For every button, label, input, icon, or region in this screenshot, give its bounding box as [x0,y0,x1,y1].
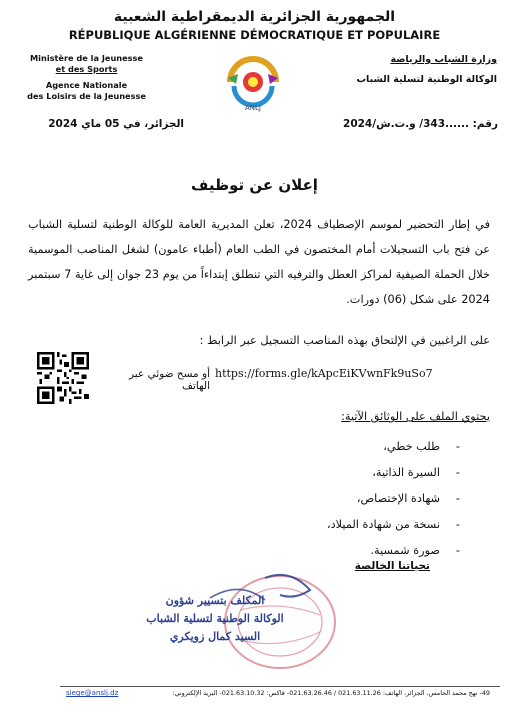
list-item: -السيرة الذاتية، [372,466,460,479]
agency-line-1: Agence Nationale [45,80,128,90]
list-item: -نسخة من شهادة الميلاد، [327,518,460,531]
reference-number: رقم: ......343/ و.ت.ش/2024 [343,118,498,130]
logo-caption: ANLJ [245,104,261,112]
qr-code-icon[interactable] [37,352,89,404]
arabic-republic-title: الجمهورية الجزائرية الديمقراطية الشعبية [113,9,396,25]
closing-greeting: تحياتنا الخالصة [354,560,430,572]
signature-line-1: المكلف بتسيير شؤون [165,594,265,607]
documents-list [40,434,460,564]
registration-link[interactable]: https://forms.gle/kApcEiKVwnFk9uSo7 [215,367,433,380]
ministry-block-fr [14,53,159,102]
agency-ar: الوكالة الوطنية لتسلية الشباب [356,74,497,85]
agency-logo [220,52,286,114]
list-item: -صورة شمسية. [370,544,460,557]
footer-divider [60,686,500,687]
scan-instruction: أو مسح ضوئي عبر الهاتف [128,368,210,392]
footer-email[interactable]: siege@anslj.dz [66,689,119,697]
agency-line-2: des Loisirs de la Jeunesse [27,91,146,101]
signature-block [100,592,330,646]
documents-intro: يحتوي الملف على الوثائق الآتية: [341,410,490,423]
registration-instruction: على الراغبين في الإلتحاق بهذه المناصب التسجيل عبر الرابط : [199,334,490,347]
ministry-line-2: et des Sports [55,64,118,74]
signature-line-3: السيد كمال زويكري [169,630,261,643]
footer-address: 49- نهج محمد الخامس، الجزائر، الهاتف: 021.63.11.26 / 021.63.26.46- فاكس: 021.63.10.32- البريد الإلكتروني: [172,689,490,697]
announcement-body: في إطار التحضير لموسم الإصطياف 2024، تعلن المديرية العامة للوكالة الوطنية لتسلية الشباب عن فتح باب التسجيلات أمام المختصون في الطب العام (أطباء عامون) لشغل المناصب الموسمية خلال الحملة الصيفية لمراكز العطل والترفيه التي تنطلق إبتداءاً من يوم 23 جوان إلى غاية 7 سبتمبر 2024 على شكل (06) دورات. [28,218,490,306]
issue-date: الجزائر، في 05 ماي 2024 [48,118,184,130]
signature-line-2: الوكالة الوطنية لتسلية الشباب [146,612,284,625]
ministry-block-ar [352,53,497,87]
ministry-line-1: Ministère de la Jeunesse [30,53,143,63]
announcement-title: إعلان عن توظيف [191,176,318,194]
ministry-ar: وزارة الشباب والرياضة [390,54,497,65]
list-item: -طلب خطي، [383,440,460,453]
list-item: -شهادة الإختصاص، [356,492,460,505]
french-republic-title: RÉPUBLIQUE ALGÉRIENNE DÉMOCRATIQUE ET POPULAIRE [68,28,441,42]
